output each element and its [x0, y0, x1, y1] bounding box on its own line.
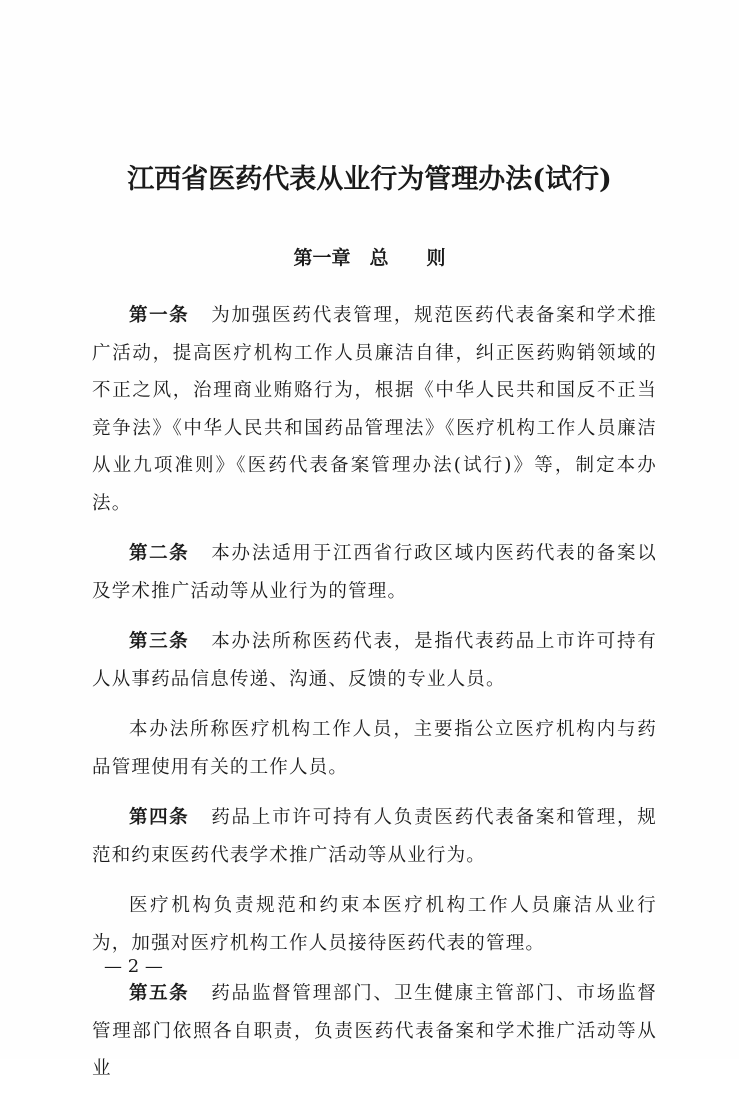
document-title: 江西省医药代表从业行为管理办法(试行) — [127, 164, 612, 195]
paragraph-text: 为加强医药代表管理，规范医药代表备案和学术推广活动，提高医疗机构工作人员廉洁自律，纠正医药购销领域的不正之风，治理商业贿赂行为，根据《中华人民共和国反不正当竞争法》《中华人民共和国药品管理法》《医疗机构工作人员廉洁从业九项准则》《医药代表备案管理办法(试行)》等，制定本办法。 — [92, 305, 657, 514]
page-number: — 2 — — [104, 956, 163, 977]
paragraph — [92, 535, 657, 610]
paragraph-text: 本办法所称医疗机构工作人员，主要指公立医疗机构内与药品管理使用有关的工作人员。 — [92, 719, 657, 778]
paragraph — [92, 975, 657, 1088]
document-body — [92, 297, 657, 1101]
paragraph — [92, 711, 657, 786]
article-label: 第五条 — [129, 983, 190, 1004]
paragraph-text: 医疗机构负责规范和约束本医疗机构工作人员廉洁从业行为，加强对医疗机构工作人员接待医药代表的管理。 — [92, 895, 657, 954]
paragraph-text: 本办法所称医药代表，是指代表药品上市许可持有人从事药品信息传递、沟通、反馈的专业人员。 — [92, 631, 657, 690]
paragraph — [92, 799, 657, 874]
article-label: 第四条 — [129, 807, 190, 828]
paragraph-text: 药品上市许可持有人负责医药代表备案和管理，规范和约束医药代表学术推广活动等从业行为。 — [92, 807, 657, 866]
article-label: 第二条 — [129, 543, 190, 564]
article-label: 第一条 — [129, 305, 190, 326]
chapter-heading: 第一章 总 则 — [293, 247, 446, 269]
article-label: 第三条 — [129, 631, 190, 652]
paragraph — [92, 623, 657, 698]
paragraph-text: 药品监督管理部门、卫生健康主管部门、市场监督管理部门依照各自职责，负责医药代表备案和学术推广活动等从业 — [92, 983, 657, 1079]
paragraph — [92, 887, 657, 962]
paragraph-text: 本办法适用于江西省行政区域内医药代表的备案以及学术推广活动等从业行为的管理。 — [92, 543, 657, 602]
paragraph — [92, 297, 657, 522]
